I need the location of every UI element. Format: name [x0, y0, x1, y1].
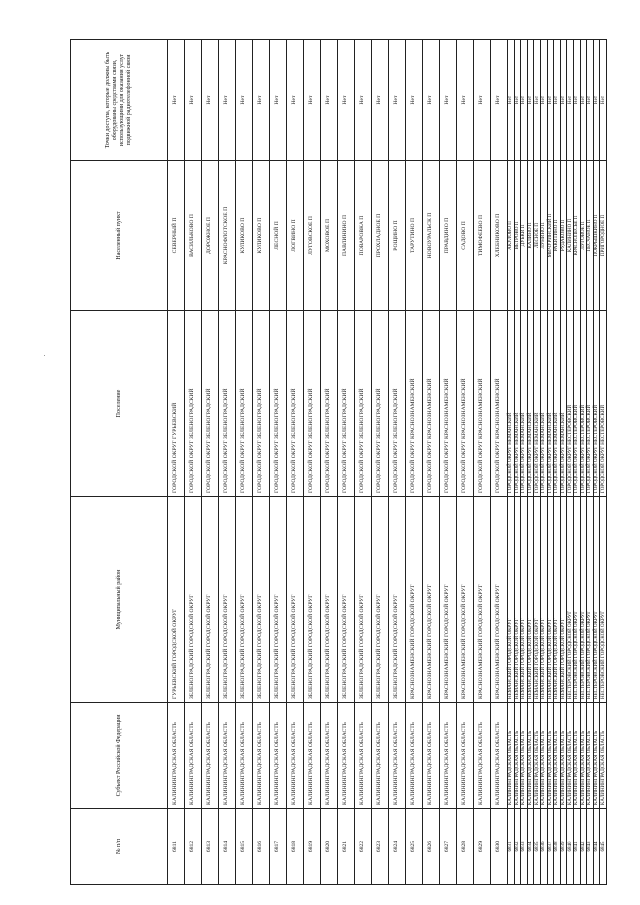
cell-locality: КУЛИКОВО П	[253, 161, 270, 311]
cell-access: Нет	[253, 40, 270, 161]
table-row	[406, 40, 423, 885]
cell-district: ГУРЬЕВСКИЙ ГОРОДСКОЙ ОКРУГ	[168, 497, 185, 703]
header-region: Субъект Российской Федерации	[71, 703, 168, 809]
cell-region: КАЛИНИНГРАДСКАЯ ОБЛАСТЬ	[287, 703, 304, 809]
cell-number: 6841	[573, 809, 580, 885]
cell-district: КРАСНОЗНАМЕНСКИЙ ГОРОДСКОЙ ОКРУГ	[491, 497, 508, 703]
cell-region: КАЛИНИНГРАДСКАЯ ОБЛАСТЬ	[440, 703, 457, 809]
cell-district: НЕМАНСКИЙ ГОРОДСКОЙ ОКРУГ	[534, 497, 541, 703]
cell-locality: ЛУГОВСКОЕ П	[304, 161, 321, 311]
table-row	[527, 40, 534, 885]
cell-locality: КАЛИНО П	[527, 161, 534, 311]
cell-number: 6822	[355, 809, 372, 885]
cell-number: 6811	[168, 809, 185, 885]
cell-region: КАЛИНИНГРАДСКАЯ ОБЛАСТЬ	[168, 703, 185, 809]
cell-district: ЗЕЛЕНОГРАДСКИЙ ГОРОДСКОЙ ОКРУГ	[287, 497, 304, 703]
cell-access: Нет	[304, 40, 321, 161]
cell-settlement: ГОРОДСКОЙ ОКРУГ НЕМАНСКИЙ	[508, 311, 515, 497]
cell-region: КАЛИНИНГРАДСКАЯ ОБЛАСТЬ	[514, 703, 521, 809]
cell-district: ЗЕЛЕНОГРАДСКИЙ ГОРОДСКОЙ ОКРУГ	[185, 497, 202, 703]
cell-district: ЗЕЛЕНОГРАДСКИЙ ГОРОДСКОЙ ОКРУГ	[355, 497, 372, 703]
cell-district: НЕМАНСКИЙ ГОРОДСКОЙ ОКРУГ	[560, 497, 567, 703]
cell-number: 6838	[554, 809, 561, 885]
cell-settlement: ГОРОДСКОЙ ОКРУГ ЗЕЛЕНОГРАДСКИЙ	[389, 311, 406, 497]
cell-region: КАЛИНИНГРАДСКАЯ ОБЛАСТЬ	[534, 703, 541, 809]
cell-access: Нет	[554, 40, 561, 161]
cell-number: 6824	[389, 809, 406, 885]
cell-region: КАЛИНИНГРАДСКАЯ ОБЛАСТЬ	[304, 703, 321, 809]
table-row	[540, 40, 547, 885]
cell-district: НЕМАНСКИЙ ГОРОДСКОЙ ОКРУГ	[527, 497, 534, 703]
header-locality: Населенный пункт	[71, 161, 168, 311]
table-row	[554, 40, 561, 885]
cell-settlement: ГОРОДСКОЙ ОКРУГ НЕСТЕРОВСКИЙ	[593, 311, 600, 497]
cell-district: НЕСТЕРОВСКИЙ ГОРОДСКОЙ ОКРУГ	[593, 497, 600, 703]
table-row	[236, 40, 253, 885]
cell-number: 6815	[236, 809, 253, 885]
cell-access: Нет	[540, 40, 547, 161]
cell-settlement: ГОРОДСКОЙ ОКРУГ ЗЕЛЕНОГРАДСКИЙ	[304, 311, 321, 497]
table-row	[423, 40, 440, 885]
cell-settlement: ГОРОДСКОЙ ОКРУГ ЗЕЛЕНОГРАДСКИЙ	[202, 311, 219, 497]
cell-settlement: ГОРОДСКОЙ ОКРУГ КРАСНОЗНАМЕНСКИЙ	[491, 311, 508, 497]
table-row	[600, 40, 607, 885]
cell-settlement: ГОРОДСКОЙ ОКРУГ ЗЕЛЕНОГРАДСКИЙ	[321, 311, 338, 497]
cell-settlement: ГОРОДСКОЙ ОКРУГ НЕМАНСКИЙ	[514, 311, 521, 497]
cell-access: Нет	[573, 40, 580, 161]
cell-district: НЕМАНСКИЙ ГОРОДСКОЙ ОКРУГ	[554, 497, 561, 703]
cell-locality: СЕВЕРНЫЙ П	[168, 161, 185, 311]
cell-access: Нет	[236, 40, 253, 161]
cell-access: Нет	[491, 40, 508, 161]
cell-number: 6832	[514, 809, 521, 885]
cell-district: НЕСТЕРОВСКИЙ ГОРОДСКОЙ ОКРУГ	[573, 497, 580, 703]
cell-region: КАЛИНИНГРАДСКАЯ ОБЛАСТЬ	[321, 703, 338, 809]
cell-locality: КРАСНОЛЕСЬЕ П	[573, 161, 580, 311]
cell-district: НЕСТЕРОВСКИЙ ГОРОДСКОЙ ОКРУГ	[587, 497, 594, 703]
table-row	[389, 40, 406, 885]
cell-number: 6820	[321, 809, 338, 885]
table-row	[547, 40, 554, 885]
cell-access: Нет	[560, 40, 567, 161]
table-row	[253, 40, 270, 885]
cell-district: КРАСНОЗНАМЕНСКИЙ ГОРОДСКОЙ ОКРУГ	[474, 497, 491, 703]
cell-district: НЕМАНСКИЙ ГОРОДСКОЙ ОКРУГ	[508, 497, 515, 703]
cell-district: ЗЕЛЕНОГРАДСКИЙ ГОРОДСКОЙ ОКРУГ	[321, 497, 338, 703]
cell-settlement: ГОРОДСКОЙ ОКРУГ КРАСНОЗНАМЕНСКИЙ	[423, 311, 440, 497]
cell-number: 6843	[587, 809, 594, 885]
cell-district: НЕМАНСКИЙ ГОРОДСКОЙ ОКРУГ	[540, 497, 547, 703]
cell-region: КАЛИНИНГРАДСКАЯ ОБЛАСТЬ	[338, 703, 355, 809]
cell-locality: МИЧУРИНСКИЙ П	[547, 161, 554, 311]
cell-settlement: ГОРОДСКОЙ ОКРУГ ЗЕЛЕНОГРАДСКИЙ	[372, 311, 389, 497]
cell-access: Нет	[202, 40, 219, 161]
cell-number: 6823	[372, 809, 389, 885]
cell-region: КАЛИНИНГРАДСКАЯ ОБЛАСТЬ	[580, 703, 587, 809]
cell-region: КАЛИНИНГРАДСКАЯ ОБЛАСТЬ	[253, 703, 270, 809]
cell-number: 6829	[474, 809, 491, 885]
table-row	[185, 40, 202, 885]
table-row	[514, 40, 521, 885]
cell-district: НЕСТЕРОВСКИЙ ГОРОДСКОЙ ОКРУГ	[600, 497, 607, 703]
cell-access: Нет	[547, 40, 554, 161]
cell-settlement: ГОРОДСКОЙ ОКРУГ ГУРЬЕВСКИЙ	[168, 311, 185, 497]
cell-locality: АКУЛОВО П	[508, 161, 515, 311]
cell-district: ЗЕЛЕНОГРАДСКИЙ ГОРОДСКОЙ ОКРУГ	[202, 497, 219, 703]
table-row	[304, 40, 321, 885]
cell-district: ЗЕЛЕНОГРАДСКИЙ ГОРОДСКОЙ ОКРУГ	[304, 497, 321, 703]
cell-number: 6817	[270, 809, 287, 885]
cell-settlement: ГОРОДСКОЙ ОКРУГ НЕМАНСКИЙ	[554, 311, 561, 497]
cell-region: КАЛИНИНГРАДСКАЯ ОБЛАСТЬ	[355, 703, 372, 809]
cell-region: КАЛИНИНГРАДСКАЯ ОБЛАСТЬ	[508, 703, 515, 809]
cell-settlement: ГОРОДСКОЙ ОКРУГ ЗЕЛЕНОГРАДСКИЙ	[270, 311, 287, 497]
cell-locality: ПАВЛИНИНО П	[338, 161, 355, 311]
cell-district: КРАСНОЗНАМЕНСКИЙ ГОРОДСКОЙ ОКРУГ	[457, 497, 474, 703]
cell-locality: ВАСИЛЬКОВО П	[185, 161, 202, 311]
cell-district: НЕМАНСКИЙ ГОРОДСКОЙ ОКРУГ	[514, 497, 521, 703]
cell-region: КАЛИНИНГРАДСКАЯ ОБЛАСТЬ	[600, 703, 607, 809]
cell-region: КАЛИНИНГРАДСКАЯ ОБЛАСТЬ	[406, 703, 423, 809]
cell-access: Нет	[321, 40, 338, 161]
cell-region: КАЛИНИНГРАДСКАЯ ОБЛАСТЬ	[567, 703, 574, 809]
cell-number: 6845	[600, 809, 607, 885]
cell-locality: ЛЕСНОЕ П	[534, 161, 541, 311]
cell-locality: КУЛИКОВО П	[236, 161, 253, 311]
cell-district: ЗЕЛЕНОГРАДСКИЙ ГОРОДСКОЙ ОКРУГ	[253, 497, 270, 703]
cell-region: КАЛИНИНГРАДСКАЯ ОБЛАСТЬ	[474, 703, 491, 809]
cell-access: Нет	[580, 40, 587, 161]
cell-locality: ВЕТРОВО П	[514, 161, 521, 311]
table-row	[457, 40, 474, 885]
header-row	[71, 40, 168, 885]
cell-number: 6812	[185, 809, 202, 885]
cell-access: Нет	[521, 40, 528, 161]
cell-region: КАЛИНИНГРАДСКАЯ ОБЛАСТЬ	[389, 703, 406, 809]
cell-district: ЗЕЛЕНОГРАДСКИЙ ГОРОДСКОЙ ОКРУГ	[270, 497, 287, 703]
cell-number: 6821	[338, 809, 355, 885]
cell-region: КАЛИНИНГРАДСКАЯ ОБЛАСТЬ	[540, 703, 547, 809]
cell-district: НЕМАНСКИЙ ГОРОДСКОЙ ОКРУГ	[521, 497, 528, 703]
cell-settlement: ГОРОДСКОЙ ОКРУГ ЗЕЛЕНОГРАДСКИЙ	[287, 311, 304, 497]
cell-region: КАЛИНИНГРАДСКАЯ ОБЛАСТЬ	[372, 703, 389, 809]
cell-settlement: ГОРОДСКОЙ ОКРУГ НЕМАНСКИЙ	[547, 311, 554, 497]
cell-locality: ЛЕСНОЙ П	[270, 161, 287, 311]
header-access: Точки доступа, которые должны быть оборудованы средствами связи, использующими для оказания услуг подвижной радиотелефонной связи	[71, 40, 168, 161]
cell-number: 6825	[406, 809, 423, 885]
cell-district: КРАСНОЗНАМЕНСКИЙ ГОРОДСКОЙ ОКРУГ	[423, 497, 440, 703]
cell-access: Нет	[508, 40, 515, 161]
cell-settlement: ГОРОДСКОЙ ОКРУГ КРАСНОЗНАМЕНСКИЙ	[440, 311, 457, 497]
table-body	[168, 40, 607, 885]
cell-settlement: ГОРОДСКОЙ ОКРУГ ЗЕЛЕНОГРАДСКИЙ	[236, 311, 253, 497]
table-row	[580, 40, 587, 885]
cell-access: Нет	[593, 40, 600, 161]
cell-district: НЕСТЕРОВСКИЙ ГОРОДСКОЙ ОКРУГ	[567, 497, 574, 703]
table-row	[355, 40, 372, 885]
cell-locality: ПРАВДИНО П	[440, 161, 457, 311]
cell-settlement: ГОРОДСКОЙ ОКРУГ НЕСТЕРОВСКИЙ	[567, 311, 574, 497]
cell-locality: САДОВО П	[457, 161, 474, 311]
cell-region: КАЛИНИНГРАДСКАЯ ОБЛАСТЬ	[521, 703, 528, 809]
cell-region: КАЛИНИНГРАДСКАЯ ОБЛАСТЬ	[547, 703, 554, 809]
cell-access: Нет	[372, 40, 389, 161]
cell-district: ЗЕЛЕНОГРАДСКИЙ ГОРОДСКОЙ ОКРУГ	[389, 497, 406, 703]
table-row	[534, 40, 541, 885]
cell-region: КАЛИНИНГРАДСКАЯ ОБЛАСТЬ	[270, 703, 287, 809]
cell-settlement: ГОРОДСКОЙ ОКРУГ КРАСНОЗНАМЕНСКИЙ	[406, 311, 423, 497]
cell-access: Нет	[406, 40, 423, 161]
rotated-page	[70, 40, 606, 885]
cell-locality: ХЛЕБНИКОВО П	[491, 161, 508, 311]
cell-settlement: ГОРОДСКОЙ ОКРУГ НЕМАНСКИЙ	[560, 311, 567, 497]
table-row	[573, 40, 580, 885]
scan-speck	[44, 355, 45, 356]
cell-locality: МОХОВОЕ П	[321, 161, 338, 311]
cell-locality: НОВОУРАЛЬСК П	[423, 161, 440, 311]
cell-district: НЕМАНСКИЙ ГОРОДСКОЙ ОКРУГ	[547, 497, 554, 703]
table-row	[270, 40, 287, 885]
table-row	[567, 40, 574, 885]
cell-settlement: ГОРОДСКОЙ ОКРУГ НЕМАНСКИЙ	[521, 311, 528, 497]
cell-region: КАЛИНИНГРАДСКАЯ ОБЛАСТЬ	[527, 703, 534, 809]
table-row	[587, 40, 594, 885]
cell-access: Нет	[355, 40, 372, 161]
cell-access: Нет	[219, 40, 236, 161]
cell-access: Нет	[168, 40, 185, 161]
cell-number: 6835	[534, 809, 541, 885]
table-row	[474, 40, 491, 885]
cell-region: КАЛИНИНГРАДСКАЯ ОБЛАСТЬ	[236, 703, 253, 809]
cell-locality: ПРИГОРОДНОЕ П	[600, 161, 607, 311]
cell-number: 6828	[457, 809, 474, 885]
cell-region: КАЛИНИНГРАДСКАЯ ОБЛАСТЬ	[554, 703, 561, 809]
table-row	[440, 40, 457, 885]
table-row	[202, 40, 219, 885]
header-number: № п/п	[71, 809, 168, 885]
cell-locality: ЛОГВИНО П	[287, 161, 304, 311]
cell-number: 6844	[593, 809, 600, 885]
cell-access: Нет	[567, 40, 574, 161]
cell-locality: ПОВАРОВКА П	[355, 161, 372, 311]
cell-access: Нет	[338, 40, 355, 161]
cell-district: НЕСТЕРОВСКИЙ ГОРОДСКОЙ ОКРУГ	[580, 497, 587, 703]
cell-region: КАЛИНИНГРАДСКАЯ ОБЛАСТЬ	[423, 703, 440, 809]
cell-access: Нет	[534, 40, 541, 161]
cell-access: Нет	[440, 40, 457, 161]
cell-settlement: ГОРОДСКОЙ ОКРУГ НЕМАНСКИЙ	[534, 311, 541, 497]
table-row	[372, 40, 389, 885]
cell-region: КАЛИНИНГРАДСКАЯ ОБЛАСТЬ	[573, 703, 580, 809]
cell-number: 6839	[560, 809, 567, 885]
cell-region: КАЛИНИНГРАДСКАЯ ОБЛАСТЬ	[491, 703, 508, 809]
cell-settlement: ГОРОДСКОЙ ОКРУГ НЕСТЕРОВСКИЙ	[587, 311, 594, 497]
cell-number: 6826	[423, 809, 440, 885]
cell-access: Нет	[474, 40, 491, 161]
cell-access: Нет	[270, 40, 287, 161]
cell-locality: КРАСНОФЛОТСКОЕ П	[219, 161, 236, 311]
header-settlement: Поселение	[71, 311, 168, 497]
settlements-table	[70, 39, 607, 885]
cell-number: 6818	[287, 809, 304, 885]
cell-locality: РОЩИНО П	[389, 161, 406, 311]
cell-locality: ПОКРЫШКИНО П	[593, 161, 600, 311]
cell-locality: ТИМОФЕЕВО П	[474, 161, 491, 311]
table-row	[338, 40, 355, 885]
cell-locality: ДУБКИ П	[521, 161, 528, 311]
cell-number: 6833	[521, 809, 528, 885]
cell-number: 6816	[253, 809, 270, 885]
table-row	[521, 40, 528, 885]
cell-locality: ЛУГОВОЕ П	[580, 161, 587, 311]
table-row	[168, 40, 185, 885]
table-container	[70, 40, 606, 885]
cell-locality: ТАРУТИНО П	[406, 161, 423, 311]
cell-access: Нет	[587, 40, 594, 161]
cell-locality: РУДАКОВО П	[560, 161, 567, 311]
cell-access: Нет	[514, 40, 521, 161]
cell-district: ЗЕЛЕНОГРАДСКИЙ ГОРОДСКОЙ ОКРУГ	[236, 497, 253, 703]
cell-locality: ПЕСЧАНОЕ П	[587, 161, 594, 311]
cell-region: КАЛИНИНГРАДСКАЯ ОБЛАСТЬ	[457, 703, 474, 809]
cell-region: КАЛИНИНГРАДСКАЯ ОБЛАСТЬ	[202, 703, 219, 809]
table-row	[321, 40, 338, 885]
cell-settlement: ГОРОДСКОЙ ОКРУГ КРАСНОЗНАМЕНСКИЙ	[474, 311, 491, 497]
cell-access: Нет	[185, 40, 202, 161]
cell-access: Нет	[389, 40, 406, 161]
cell-settlement: ГОРОДСКОЙ ОКРУГ НЕМАНСКИЙ	[527, 311, 534, 497]
cell-district: КРАСНОЗНАМЕНСКИЙ ГОРОДСКОЙ ОКРУГ	[440, 497, 457, 703]
cell-settlement: ГОРОДСКОЙ ОКРУГ ЗЕЛЕНОГРАДСКИЙ	[185, 311, 202, 497]
cell-number: 6842	[580, 809, 587, 885]
table-row	[593, 40, 600, 885]
cell-number: 6814	[219, 809, 236, 885]
cell-district: КРАСНОЗНАМЕНСКИЙ ГОРОДСКОЙ ОКРУГ	[406, 497, 423, 703]
cell-locality: РАКИТИНО П	[554, 161, 561, 311]
cell-settlement: ГОРОДСКОЙ ОКРУГ ЗЕЛЕНОГРАДСКИЙ	[338, 311, 355, 497]
cell-number: 6830	[491, 809, 508, 885]
cell-region: КАЛИНИНГРАДСКАЯ ОБЛАСТЬ	[219, 703, 236, 809]
cell-number: 6827	[440, 809, 457, 885]
cell-number: 6834	[527, 809, 534, 885]
cell-settlement: ГОРОДСКОЙ ОКРУГ НЕМАНСКИЙ	[540, 311, 547, 497]
cell-settlement: ГОРОДСКОЙ ОКРУГ ЗЕЛЕНОГРАДСКИЙ	[355, 311, 372, 497]
cell-district: ЗЕЛЕНОГРАДСКИЙ ГОРОДСКОЙ ОКРУГ	[372, 497, 389, 703]
cell-access: Нет	[457, 40, 474, 161]
cell-access: Нет	[527, 40, 534, 161]
cell-district: ЗЕЛЕНОГРАДСКИЙ ГОРОДСКОЙ ОКРУГ	[219, 497, 236, 703]
cell-settlement: ГОРОДСКОЙ ОКРУГ НЕСТЕРОВСКИЙ	[600, 311, 607, 497]
cell-locality: ДОРОЖНОЕ П	[202, 161, 219, 311]
cell-number: 6836	[540, 809, 547, 885]
table-row	[508, 40, 515, 885]
cell-locality: КАЛИНИНО П	[567, 161, 574, 311]
table-row	[491, 40, 508, 885]
cell-settlement: ГОРОДСКОЙ ОКРУГ НЕСТЕРОВСКИЙ	[573, 311, 580, 497]
cell-settlement: ГОРОДСКОЙ ОКРУГ НЕСТЕРОВСКИЙ	[580, 311, 587, 497]
cell-number: 6840	[567, 809, 574, 885]
cell-region: КАЛИНИНГРАДСКАЯ ОБЛАСТЬ	[560, 703, 567, 809]
cell-settlement: ГОРОДСКОЙ ОКРУГ КРАСНОЗНАМЕНСКИЙ	[457, 311, 474, 497]
cell-access: Нет	[423, 40, 440, 161]
cell-number: 6831	[508, 809, 515, 885]
cell-district: ЗЕЛЕНОГРАДСКИЙ ГОРОДСКОЙ ОКРУГ	[338, 497, 355, 703]
header-district: Муниципальный район	[71, 497, 168, 703]
cell-region: КАЛИНИНГРАДСКАЯ ОБЛАСТЬ	[593, 703, 600, 809]
cell-access: Нет	[287, 40, 304, 161]
cell-number: 6819	[304, 809, 321, 885]
table-row	[287, 40, 304, 885]
table-row	[560, 40, 567, 885]
cell-locality: ЛУНИНО П	[540, 161, 547, 311]
cell-region: КАЛИНИНГРАДСКАЯ ОБЛАСТЬ	[185, 703, 202, 809]
cell-region: КАЛИНИНГРАДСКАЯ ОБЛАСТЬ	[587, 703, 594, 809]
cell-number: 6813	[202, 809, 219, 885]
table-row	[219, 40, 236, 885]
cell-locality: ПРОХЛАДНОЕ П	[372, 161, 389, 311]
cell-settlement: ГОРОДСКОЙ ОКРУГ ЗЕЛЕНОГРАДСКИЙ	[253, 311, 270, 497]
cell-settlement: ГОРОДСКОЙ ОКРУГ ЗЕЛЕНОГРАДСКИЙ	[219, 311, 236, 497]
cell-number: 6837	[547, 809, 554, 885]
cell-access: Нет	[600, 40, 607, 161]
